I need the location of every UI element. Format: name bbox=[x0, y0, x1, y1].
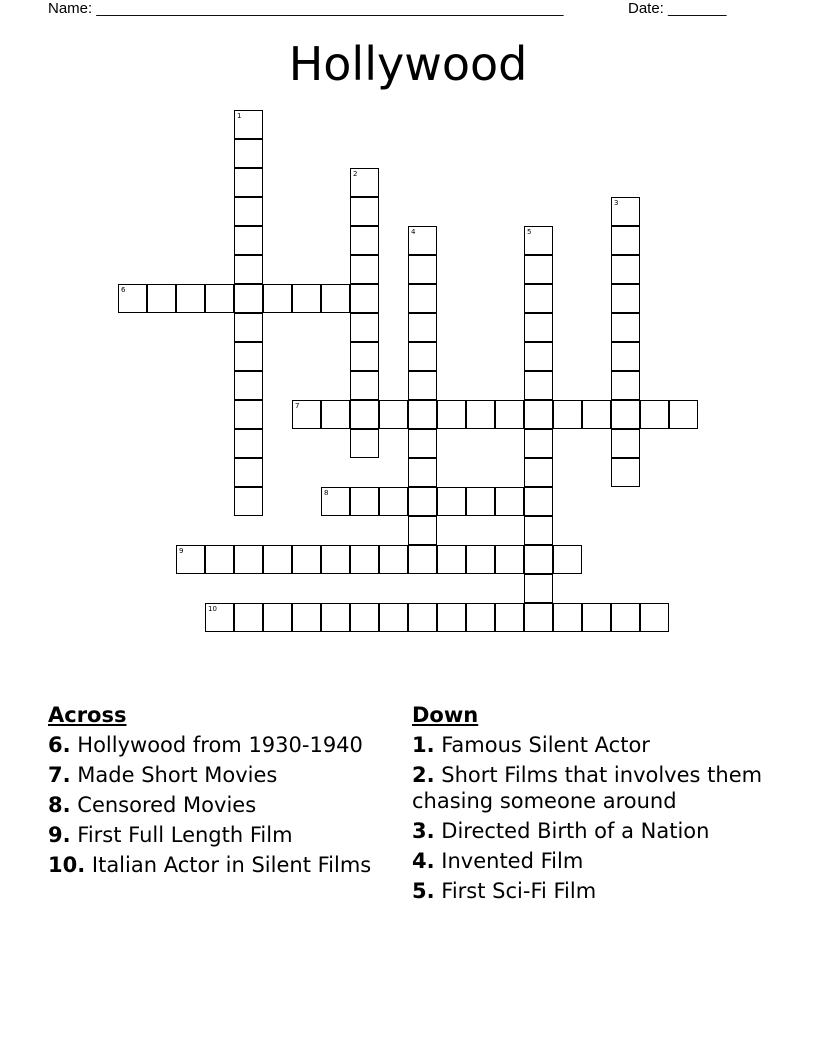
grid-cell[interactable] bbox=[408, 487, 437, 516]
down-clue bbox=[412, 818, 782, 844]
grid-cell[interactable] bbox=[495, 487, 524, 516]
grid-cell[interactable] bbox=[408, 371, 437, 400]
clue-number-label: 1. bbox=[412, 733, 435, 757]
clue-number: 1 bbox=[237, 112, 242, 120]
clue-number-label: 10. bbox=[48, 853, 86, 877]
clue-text: First Full Length Film bbox=[77, 823, 293, 847]
grid-cell[interactable] bbox=[292, 284, 321, 313]
grid-cell[interactable] bbox=[379, 603, 408, 632]
grid-cell[interactable] bbox=[437, 487, 466, 516]
grid-cell[interactable] bbox=[234, 545, 263, 574]
grid-cell[interactable] bbox=[234, 168, 263, 197]
grid-cell[interactable] bbox=[611, 371, 640, 400]
grid-cell[interactable] bbox=[234, 226, 263, 255]
clue-number: 3 bbox=[614, 199, 619, 207]
date-field-label: Date: _______ bbox=[628, 0, 727, 17]
grid-cell[interactable] bbox=[466, 487, 495, 516]
across-clues bbox=[48, 702, 388, 882]
grid-cell[interactable] bbox=[234, 458, 263, 487]
grid-cell[interactable] bbox=[408, 429, 437, 458]
clue-number: 6 bbox=[121, 286, 126, 294]
clue-number-label: 7. bbox=[48, 763, 71, 787]
grid-cell[interactable] bbox=[466, 400, 495, 429]
across-clue bbox=[48, 822, 388, 848]
clue-number-label: 2. bbox=[412, 763, 435, 787]
grid-cell[interactable] bbox=[350, 313, 379, 342]
grid-cell[interactable] bbox=[437, 545, 466, 574]
grid-cell[interactable] bbox=[263, 545, 292, 574]
grid-cell[interactable] bbox=[350, 197, 379, 226]
grid-cell[interactable] bbox=[263, 284, 292, 313]
grid-cell[interactable] bbox=[292, 545, 321, 574]
grid-cell[interactable] bbox=[611, 284, 640, 313]
grid-cell[interactable] bbox=[611, 458, 640, 487]
grid-cell[interactable] bbox=[611, 342, 640, 371]
grid-cell[interactable] bbox=[321, 603, 350, 632]
grid-cell[interactable] bbox=[379, 487, 408, 516]
grid-cell[interactable] bbox=[524, 226, 553, 255]
grid-cell[interactable] bbox=[582, 603, 611, 632]
grid-cell[interactable] bbox=[234, 139, 263, 168]
grid-cell[interactable] bbox=[611, 313, 640, 342]
grid-cell[interactable] bbox=[321, 400, 350, 429]
grid-cell[interactable] bbox=[524, 371, 553, 400]
grid-cell[interactable] bbox=[350, 284, 379, 313]
grid-cell[interactable] bbox=[408, 255, 437, 284]
grid-cell[interactable] bbox=[553, 603, 582, 632]
down-clue bbox=[412, 878, 782, 904]
grid-cell[interactable] bbox=[611, 429, 640, 458]
grid-cell[interactable] bbox=[524, 284, 553, 313]
down-heading: Down bbox=[412, 703, 479, 727]
grid-cell[interactable] bbox=[495, 603, 524, 632]
clue-text: Made Short Movies bbox=[77, 763, 278, 787]
grid-cell[interactable] bbox=[640, 603, 669, 632]
grid-cell[interactable] bbox=[292, 400, 321, 429]
grid-cell[interactable] bbox=[379, 545, 408, 574]
clue-number-label: 3. bbox=[412, 819, 435, 843]
grid-cell[interactable] bbox=[147, 284, 176, 313]
down-clue bbox=[412, 848, 782, 874]
grid-cell[interactable] bbox=[611, 226, 640, 255]
clue-text: Directed Birth of a Nation bbox=[441, 819, 710, 843]
clue-text: Italian Actor in Silent Films bbox=[91, 853, 372, 877]
grid-cell[interactable] bbox=[437, 400, 466, 429]
grid-cell[interactable] bbox=[176, 545, 205, 574]
grid-cell[interactable] bbox=[234, 255, 263, 284]
grid-cell[interactable] bbox=[234, 342, 263, 371]
down-clue bbox=[412, 732, 782, 758]
clue-text: Famous Silent Actor bbox=[441, 733, 650, 757]
grid-cell[interactable] bbox=[669, 400, 698, 429]
across-clue-list bbox=[48, 732, 388, 878]
grid-cell[interactable] bbox=[350, 371, 379, 400]
clue-number-label: 5. bbox=[412, 879, 435, 903]
grid-cell[interactable] bbox=[524, 545, 553, 574]
grid-cell[interactable] bbox=[408, 516, 437, 545]
down-clues bbox=[412, 702, 782, 908]
grid-cell[interactable] bbox=[234, 110, 263, 139]
clue-number: 8 bbox=[324, 489, 329, 497]
grid-cell[interactable] bbox=[321, 284, 350, 313]
grid-cell[interactable] bbox=[408, 284, 437, 313]
grid-cell[interactable] bbox=[408, 545, 437, 574]
grid-cell[interactable] bbox=[524, 487, 553, 516]
grid-cell[interactable] bbox=[350, 429, 379, 458]
grid-cell[interactable] bbox=[234, 487, 263, 516]
grid-cell[interactable] bbox=[553, 545, 582, 574]
clue-number-label: 4. bbox=[412, 849, 435, 873]
grid-cell[interactable] bbox=[495, 400, 524, 429]
grid-cell[interactable] bbox=[350, 226, 379, 255]
puzzle-title: Hollywood bbox=[288, 37, 528, 91]
across-clue bbox=[48, 732, 388, 758]
grid-cell[interactable] bbox=[234, 371, 263, 400]
grid-cell[interactable] bbox=[118, 284, 147, 313]
grid-cell[interactable] bbox=[408, 458, 437, 487]
grid-cell[interactable] bbox=[611, 255, 640, 284]
clue-number-label: 8. bbox=[48, 793, 71, 817]
clue-number-label: 9. bbox=[48, 823, 71, 847]
grid-cell[interactable] bbox=[205, 603, 234, 632]
down-clue-list bbox=[412, 732, 782, 904]
clue-number-label: 6. bbox=[48, 733, 71, 757]
clue-number: 7 bbox=[295, 402, 300, 410]
grid-cell[interactable] bbox=[466, 603, 495, 632]
grid-cell[interactable] bbox=[234, 400, 263, 429]
grid-cell[interactable] bbox=[611, 197, 640, 226]
grid-cell[interactable] bbox=[350, 168, 379, 197]
grid-cell[interactable] bbox=[553, 400, 582, 429]
clue-number: 5 bbox=[527, 228, 532, 236]
grid-cell[interactable] bbox=[234, 197, 263, 226]
clue-number: 10 bbox=[208, 605, 217, 613]
grid-cell[interactable] bbox=[321, 545, 350, 574]
clue-text: Hollywood from 1930-1940 bbox=[77, 733, 363, 757]
grid-cell[interactable] bbox=[234, 284, 263, 313]
grid-cell[interactable] bbox=[350, 342, 379, 371]
grid-cell[interactable] bbox=[292, 603, 321, 632]
across-heading: Across bbox=[48, 703, 127, 727]
clue-text: Censored Movies bbox=[77, 793, 257, 817]
grid-cell[interactable] bbox=[524, 574, 553, 603]
clue-number: 9 bbox=[179, 547, 184, 555]
grid-cell[interactable] bbox=[234, 603, 263, 632]
grid-cell[interactable] bbox=[176, 284, 205, 313]
grid-cell[interactable] bbox=[524, 342, 553, 371]
grid-cell[interactable] bbox=[582, 400, 611, 429]
grid-cell[interactable] bbox=[466, 545, 495, 574]
grid-cell[interactable] bbox=[408, 226, 437, 255]
grid-cell[interactable] bbox=[611, 603, 640, 632]
across-clue bbox=[48, 762, 388, 788]
grid-cell[interactable] bbox=[350, 545, 379, 574]
clue-text: Short Films that involves them chasing someone around bbox=[412, 763, 763, 813]
grid-cell[interactable] bbox=[524, 255, 553, 284]
clue-number: 2 bbox=[353, 170, 358, 178]
across-clue bbox=[48, 792, 388, 818]
grid-cell[interactable] bbox=[524, 516, 553, 545]
grid-cell[interactable] bbox=[524, 400, 553, 429]
grid-cell[interactable] bbox=[350, 487, 379, 516]
grid-cell[interactable] bbox=[524, 458, 553, 487]
grid-cell[interactable] bbox=[437, 603, 466, 632]
clue-text: First Sci-Fi Film bbox=[441, 879, 597, 903]
grid-cell[interactable] bbox=[234, 313, 263, 342]
grid-cell[interactable] bbox=[205, 284, 234, 313]
clue-text: Invented Film bbox=[441, 849, 584, 873]
grid-cell[interactable] bbox=[611, 400, 640, 429]
grid-cell[interactable] bbox=[408, 400, 437, 429]
down-clue bbox=[412, 762, 782, 814]
grid-cell[interactable] bbox=[263, 603, 292, 632]
grid-cell[interactable] bbox=[640, 400, 669, 429]
grid-cell[interactable] bbox=[495, 545, 524, 574]
grid-cell[interactable] bbox=[350, 255, 379, 284]
across-clue bbox=[48, 852, 388, 878]
clue-number: 4 bbox=[411, 228, 416, 236]
name-field-label: Name: ________________________________________________________ bbox=[48, 0, 564, 17]
grid-cell[interactable] bbox=[350, 603, 379, 632]
grid-cell[interactable] bbox=[408, 342, 437, 371]
grid-cell[interactable] bbox=[321, 487, 350, 516]
grid-cell[interactable] bbox=[524, 313, 553, 342]
grid-cell[interactable] bbox=[379, 400, 408, 429]
grid-cell[interactable] bbox=[524, 429, 553, 458]
grid-cell[interactable] bbox=[524, 603, 553, 632]
grid-cell[interactable] bbox=[234, 429, 263, 458]
grid-cell[interactable] bbox=[205, 545, 234, 574]
grid-cell[interactable] bbox=[408, 313, 437, 342]
grid-cell[interactable] bbox=[350, 400, 379, 429]
grid-cell[interactable] bbox=[408, 603, 437, 632]
